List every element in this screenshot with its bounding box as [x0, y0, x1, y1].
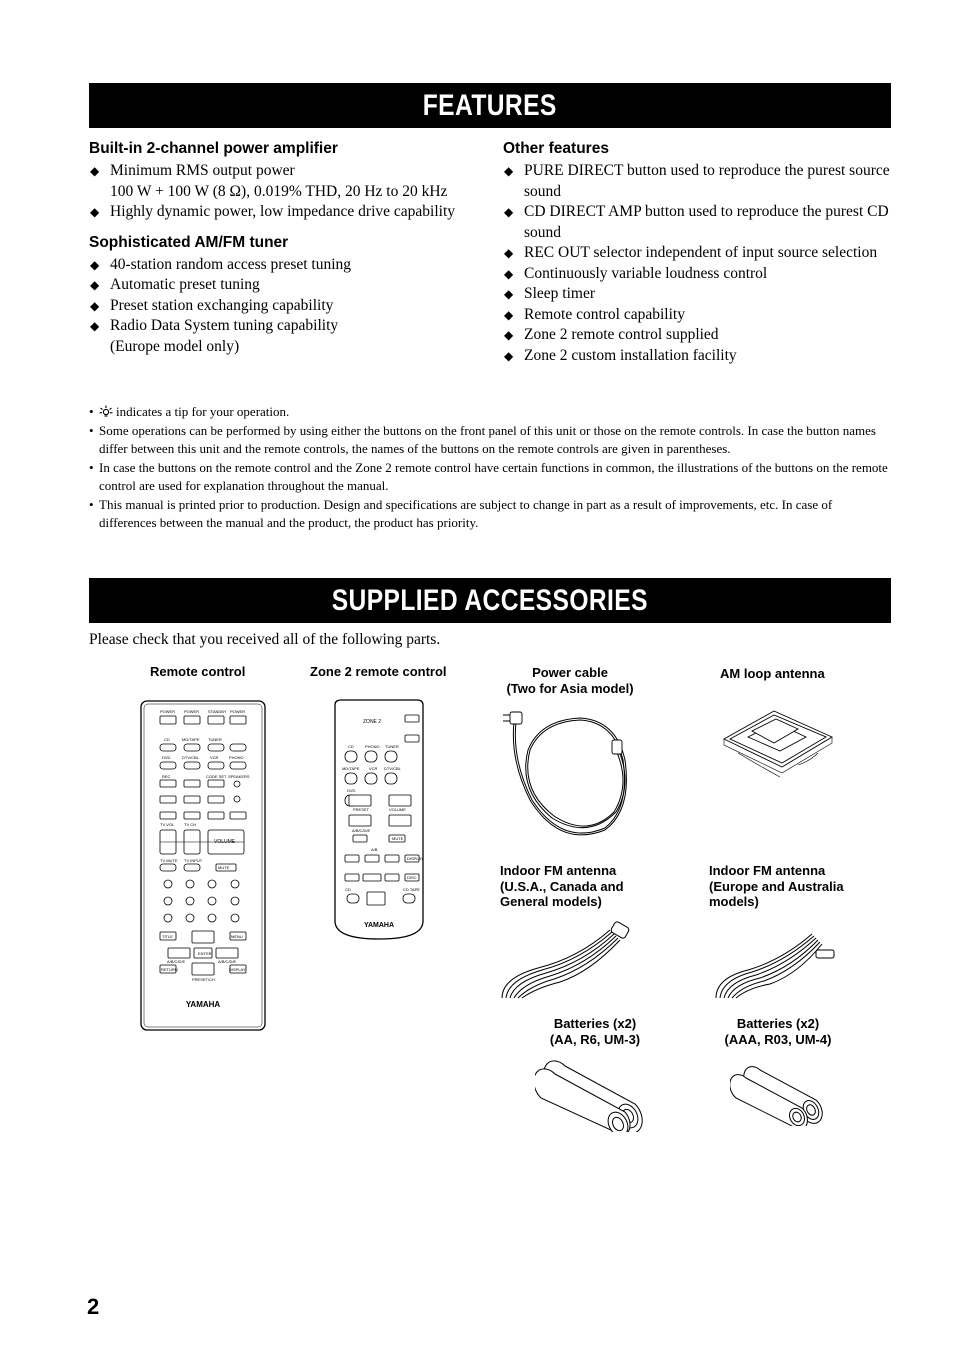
- batteries-aaa-illustration: [730, 1066, 830, 1126]
- svg-text:DVD: DVD: [347, 788, 356, 793]
- svg-text:DISPLAY: DISPLAY: [407, 856, 424, 861]
- tip-icon: [99, 405, 113, 418]
- notes-list: [89, 403, 889, 533]
- list-item: ◆ Preset station exchanging capability: [89, 296, 489, 317]
- svg-text:A/B/C/D/E: A/B/C/D/E: [167, 959, 186, 964]
- svg-text:A/B/C/D/E: A/B/C/D/E: [352, 828, 371, 833]
- svg-text:SPEAKERS: SPEAKERS: [228, 774, 250, 779]
- remote-control-label: Remote control: [150, 664, 246, 679]
- tuner-list: [89, 255, 489, 358]
- list-item: ◆ Radio Data System tuning capability (Europe model only): [89, 316, 489, 357]
- list-item: ◆ Highly dynamic power, low impedance drive capability: [89, 202, 489, 223]
- list-item: ◆ Minimum RMS output power 100 W + 100 W (8 Ω), 0.019% THD, 20 Hz to 20 kHz: [89, 161, 489, 202]
- batteries-aaa-label: Batteries (x2) (AAA, R03, UM-4): [724, 1016, 832, 1047]
- features-left-column: [89, 139, 489, 357]
- accessories-title: SUPPLIED ACCESSORIES: [331, 584, 649, 617]
- other-list: [503, 161, 893, 366]
- svg-text:CD: CD: [345, 887, 351, 892]
- list-item: ◆ PURE DIRECT button used to reproduce the purest source sound: [503, 161, 893, 202]
- list-item: ◆ Remote control capability: [503, 305, 893, 326]
- note-item: • In case the buttons on the remote control and the Zone 2 remote control have certain functions in common, the illustrations of the buttons on the remote control are used for explanation throughout the manual.: [89, 459, 889, 496]
- batteries-aa-illustration: [535, 1060, 655, 1132]
- svg-text:TV CH: TV CH: [184, 822, 196, 827]
- am-antenna-label: AM loop antenna: [720, 666, 825, 681]
- svg-text:PRESET/CH: PRESET/CH: [192, 977, 215, 982]
- svg-text:PRESET: PRESET: [353, 807, 370, 812]
- svg-text:CD TAPE: CD TAPE: [403, 887, 420, 892]
- svg-text:MUTE: MUTE: [392, 836, 404, 841]
- fm-antenna-eu-label: Indoor FM antenna (Europe and Australia models): [709, 863, 844, 909]
- batteries-aa-label: Batteries (x2) (AA, R6, UM-3): [549, 1016, 641, 1047]
- list-item: ◆ Automatic preset tuning: [89, 275, 489, 296]
- page-number: 2: [87, 1294, 100, 1319]
- amp-list: [89, 161, 489, 223]
- features-banner: [89, 83, 891, 128]
- list-item: ◆ Zone 2 remote control supplied: [503, 325, 893, 346]
- svg-text:A/B: A/B: [371, 847, 378, 852]
- svg-text:TUNER: TUNER: [208, 737, 222, 742]
- note-item: • Some operations can be performed by using either the buttons on the front panel of this unit or those on the remote controls. In case the button names differ between this unit and the remote controls, the names of the buttons on the remote controls are given in parentheses.: [89, 422, 889, 459]
- svg-text:STANDBY: STANDBY: [208, 709, 227, 714]
- fm-antenna-eu-illustration: [712, 922, 842, 1004]
- svg-text:MD/TAPE: MD/TAPE: [182, 737, 200, 742]
- note-item: • This manual is printed prior to production. Design and specifications are subject to change in part as a result of improvements, etc. In case of differences between the manual and the product, the product has priority.: [89, 496, 889, 533]
- svg-text:MUTE: MUTE: [218, 865, 230, 870]
- svg-text:TUNER: TUNER: [385, 744, 399, 749]
- svg-text:POWER: POWER: [230, 709, 246, 714]
- features-right-column: [503, 139, 893, 366]
- svg-text:REC: REC: [162, 774, 171, 779]
- svg-text:TV VOL: TV VOL: [160, 822, 175, 827]
- svg-text:DVD: DVD: [162, 755, 171, 760]
- svg-text:CD: CD: [348, 744, 354, 749]
- svg-text:TV MUTE: TV MUTE: [160, 858, 178, 863]
- svg-text:ENTER: ENTER: [198, 951, 212, 956]
- svg-text:DTV/CBL: DTV/CBL: [182, 755, 199, 760]
- zone2-brand: YAMAHA: [363, 922, 395, 929]
- accessories-banner: [89, 578, 891, 623]
- list-item: ◆ 40-station random access preset tuning: [89, 255, 489, 276]
- svg-text:A/B/C/D/E: A/B/C/D/E: [218, 959, 237, 964]
- list-item: ◆ Zone 2 custom installation facility: [503, 346, 893, 367]
- zone2-remote-illustration: [333, 699, 425, 941]
- remote-brand: YAMAHA: [185, 1000, 221, 1009]
- list-item: ◆ Continuously variable loudness control: [503, 264, 893, 285]
- features-title: FEATURES: [422, 89, 558, 122]
- svg-text:DTV/CBL: DTV/CBL: [384, 766, 401, 771]
- svg-text:TV INPUT: TV INPUT: [184, 858, 203, 863]
- other-heading: Other features: [503, 140, 609, 157]
- note-item: • indicates a tip for your operation.: [89, 403, 889, 422]
- list-item: ◆ REC OUT selector independent of input source selection: [503, 243, 893, 264]
- accessories-intro: Please check that you received all of the following parts.: [89, 631, 441, 648]
- list-item: ◆ Sleep timer: [503, 284, 893, 305]
- svg-text:POWER: POWER: [160, 709, 176, 714]
- svg-text:DISC: DISC: [407, 875, 417, 880]
- svg-text:MENU: MENU: [231, 934, 243, 939]
- am-antenna-illustration: [718, 695, 838, 785]
- power-cable-label: Power cable (Two for Asia model): [506, 665, 634, 696]
- remote-control-illustration: [140, 700, 266, 1032]
- svg-text:PHONO: PHONO: [229, 755, 244, 760]
- svg-text:DISPLAY: DISPLAY: [229, 967, 246, 972]
- zone2-label: ZONE 2: [363, 719, 382, 725]
- svg-text:VCR: VCR: [210, 755, 219, 760]
- zone2-remote-label: Zone 2 remote control: [310, 664, 447, 679]
- svg-text:VOLUME: VOLUME: [389, 807, 406, 812]
- svg-text:CODE SET: CODE SET: [206, 774, 227, 779]
- svg-text:PHONO: PHONO: [365, 744, 380, 749]
- tuner-heading: Sophisticated AM/FM tuner: [89, 233, 289, 251]
- svg-text:CD: CD: [164, 737, 170, 742]
- list-item: ◆ CD DIRECT AMP button used to reproduce the purest CD sound: [503, 202, 893, 243]
- svg-text:RETURN: RETURN: [161, 967, 178, 972]
- svg-text:VCR: VCR: [369, 766, 378, 771]
- svg-text:POWER: POWER: [184, 709, 200, 714]
- fm-antenna-us-illustration: [498, 918, 648, 1004]
- svg-text:TITLE: TITLE: [162, 934, 173, 939]
- power-cable-illustration: [500, 700, 640, 850]
- amp-heading: Built-in 2-channel power amplifier: [89, 140, 338, 157]
- svg-text:MD/TAPE: MD/TAPE: [342, 766, 360, 771]
- svg-text:VOLUME: VOLUME: [214, 839, 236, 845]
- fm-antenna-us-label: Indoor FM antenna (U.S.A., Canada and General models): [500, 863, 624, 909]
